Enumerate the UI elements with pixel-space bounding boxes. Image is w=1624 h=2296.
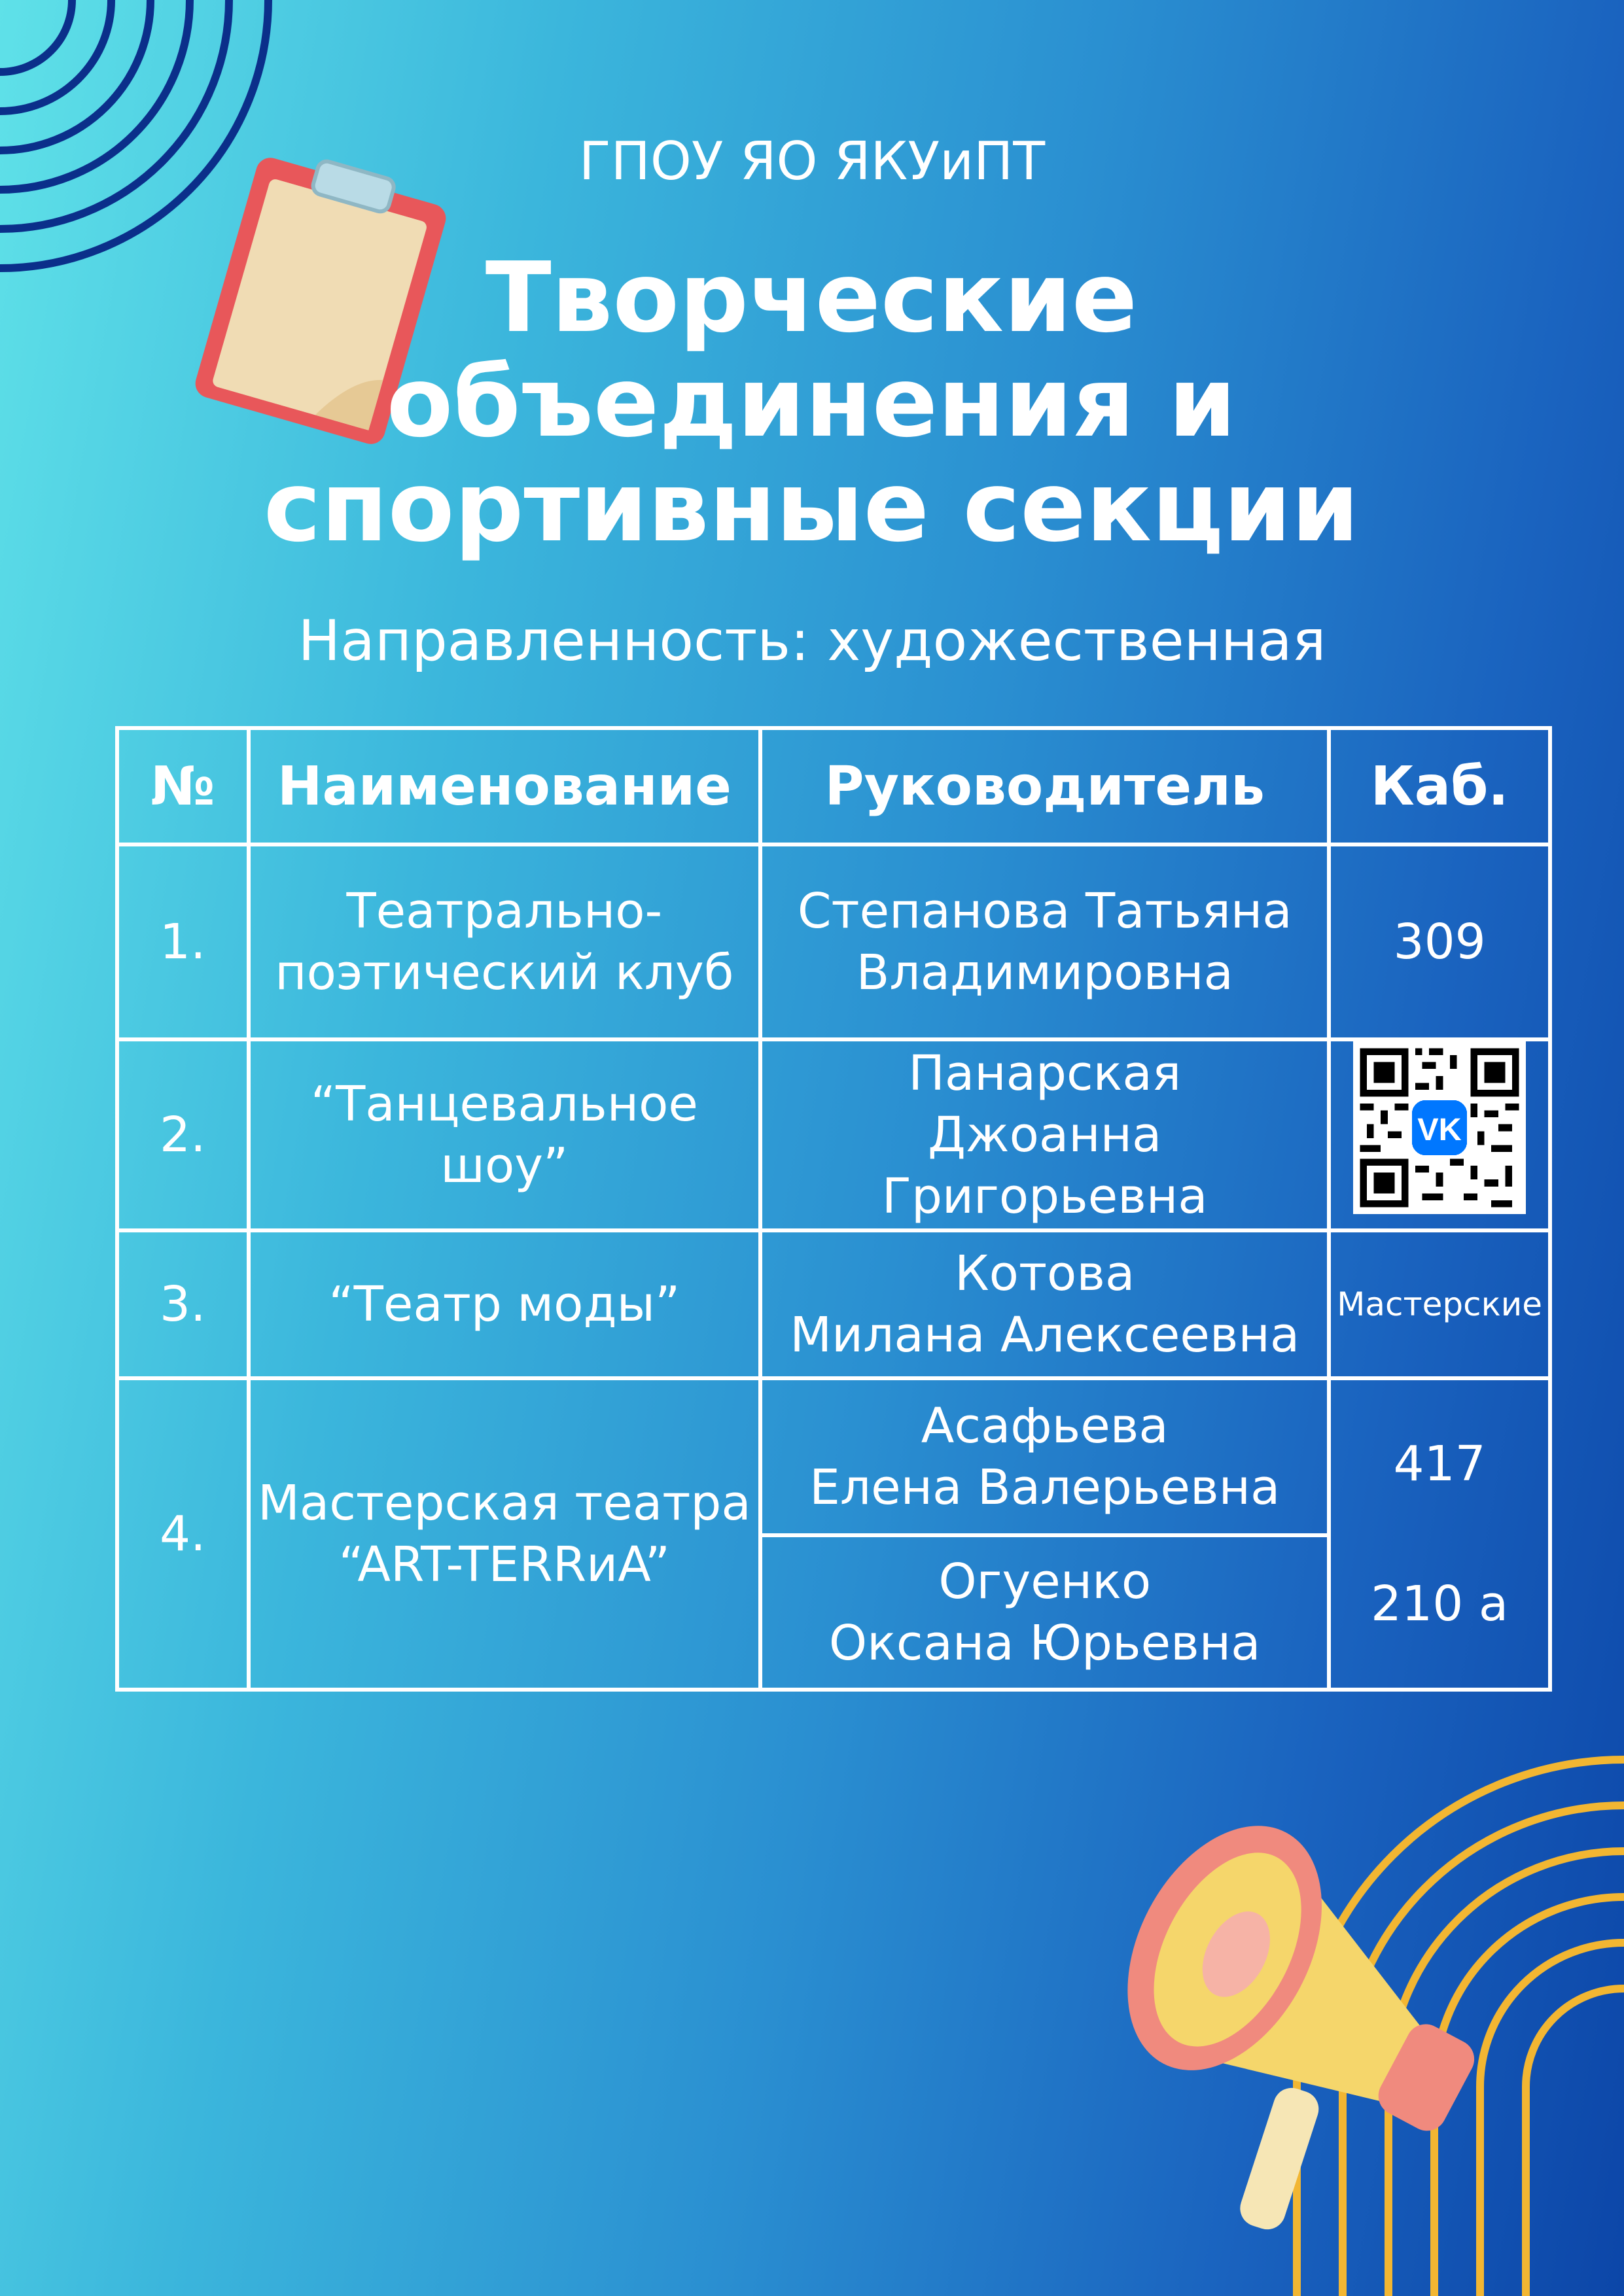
name-line: Мастерская театра (258, 1475, 751, 1531)
row-number: 2. (117, 1039, 249, 1230)
row-name (249, 1230, 761, 1378)
title-line: спортивные секции (263, 451, 1360, 563)
name-line: “ART-TERRиA” (338, 1537, 671, 1593)
megaphone-icon (1034, 1707, 1557, 2270)
row-leader (760, 1230, 1329, 1378)
leader-line: Оксана Юрьевна (828, 1615, 1261, 1671)
room-value: 417 (1393, 1436, 1486, 1492)
table-header-row (117, 728, 1550, 844)
row-number: 4. (117, 1378, 249, 1690)
table-row (117, 1230, 1550, 1378)
name-line: шоу” (440, 1138, 569, 1194)
leader-line: Милана Алексеевна (790, 1307, 1300, 1363)
row-leader (760, 1535, 1329, 1690)
name-line: поэтический клуб (275, 945, 734, 1001)
vk-badge-text: VK (1417, 1112, 1462, 1148)
sections-table (115, 726, 1552, 1692)
row-room (1329, 1378, 1550, 1690)
header-number: № (117, 728, 249, 844)
name-line: “Танцевальное (310, 1076, 698, 1132)
leader-line: Асафьева (921, 1398, 1169, 1454)
leader-line: Владимировна (856, 945, 1233, 1001)
leader-line: Джоанна Григорьевна (881, 1107, 1208, 1225)
qr-code-icon[interactable] (1353, 1041, 1526, 1214)
table-row (117, 1039, 1550, 1230)
table-row (117, 1378, 1550, 1535)
row-name (249, 844, 761, 1039)
leader-line: Котова (955, 1245, 1135, 1302)
title-line: Творческие (485, 241, 1138, 354)
header-leader: Руководитель (760, 728, 1329, 844)
row-name (249, 1039, 761, 1230)
title-line: объединения и (386, 346, 1237, 459)
row-room: Мастерские (1329, 1230, 1550, 1378)
row-name (249, 1378, 761, 1690)
name-line: “Театр моды” (328, 1276, 680, 1332)
leader-line: Елена Валерьевна (809, 1459, 1280, 1516)
header-room: Каб. (1329, 728, 1550, 844)
leader-line: Степанова Татьяна (797, 883, 1292, 939)
row-leader (760, 1039, 1329, 1230)
subtitle: Направленность: художественная (298, 608, 1326, 674)
leader-line: Панарская (908, 1045, 1182, 1102)
row-leader (760, 844, 1329, 1039)
table-row (117, 844, 1550, 1039)
organization-name: ГПОУ ЯО ЯКУиПТ (578, 131, 1046, 192)
page-title (196, 241, 1426, 563)
name-line: Театрально- (346, 883, 663, 939)
row-leader (760, 1378, 1329, 1535)
row-room (1329, 1039, 1550, 1230)
row-room: 309 (1329, 844, 1550, 1039)
row-number: 3. (117, 1230, 249, 1378)
row-number: 1. (117, 844, 249, 1039)
room-value: 210 а (1371, 1576, 1509, 1632)
header-name: Наименование (249, 728, 761, 844)
leader-line: Огуенко (938, 1554, 1152, 1610)
